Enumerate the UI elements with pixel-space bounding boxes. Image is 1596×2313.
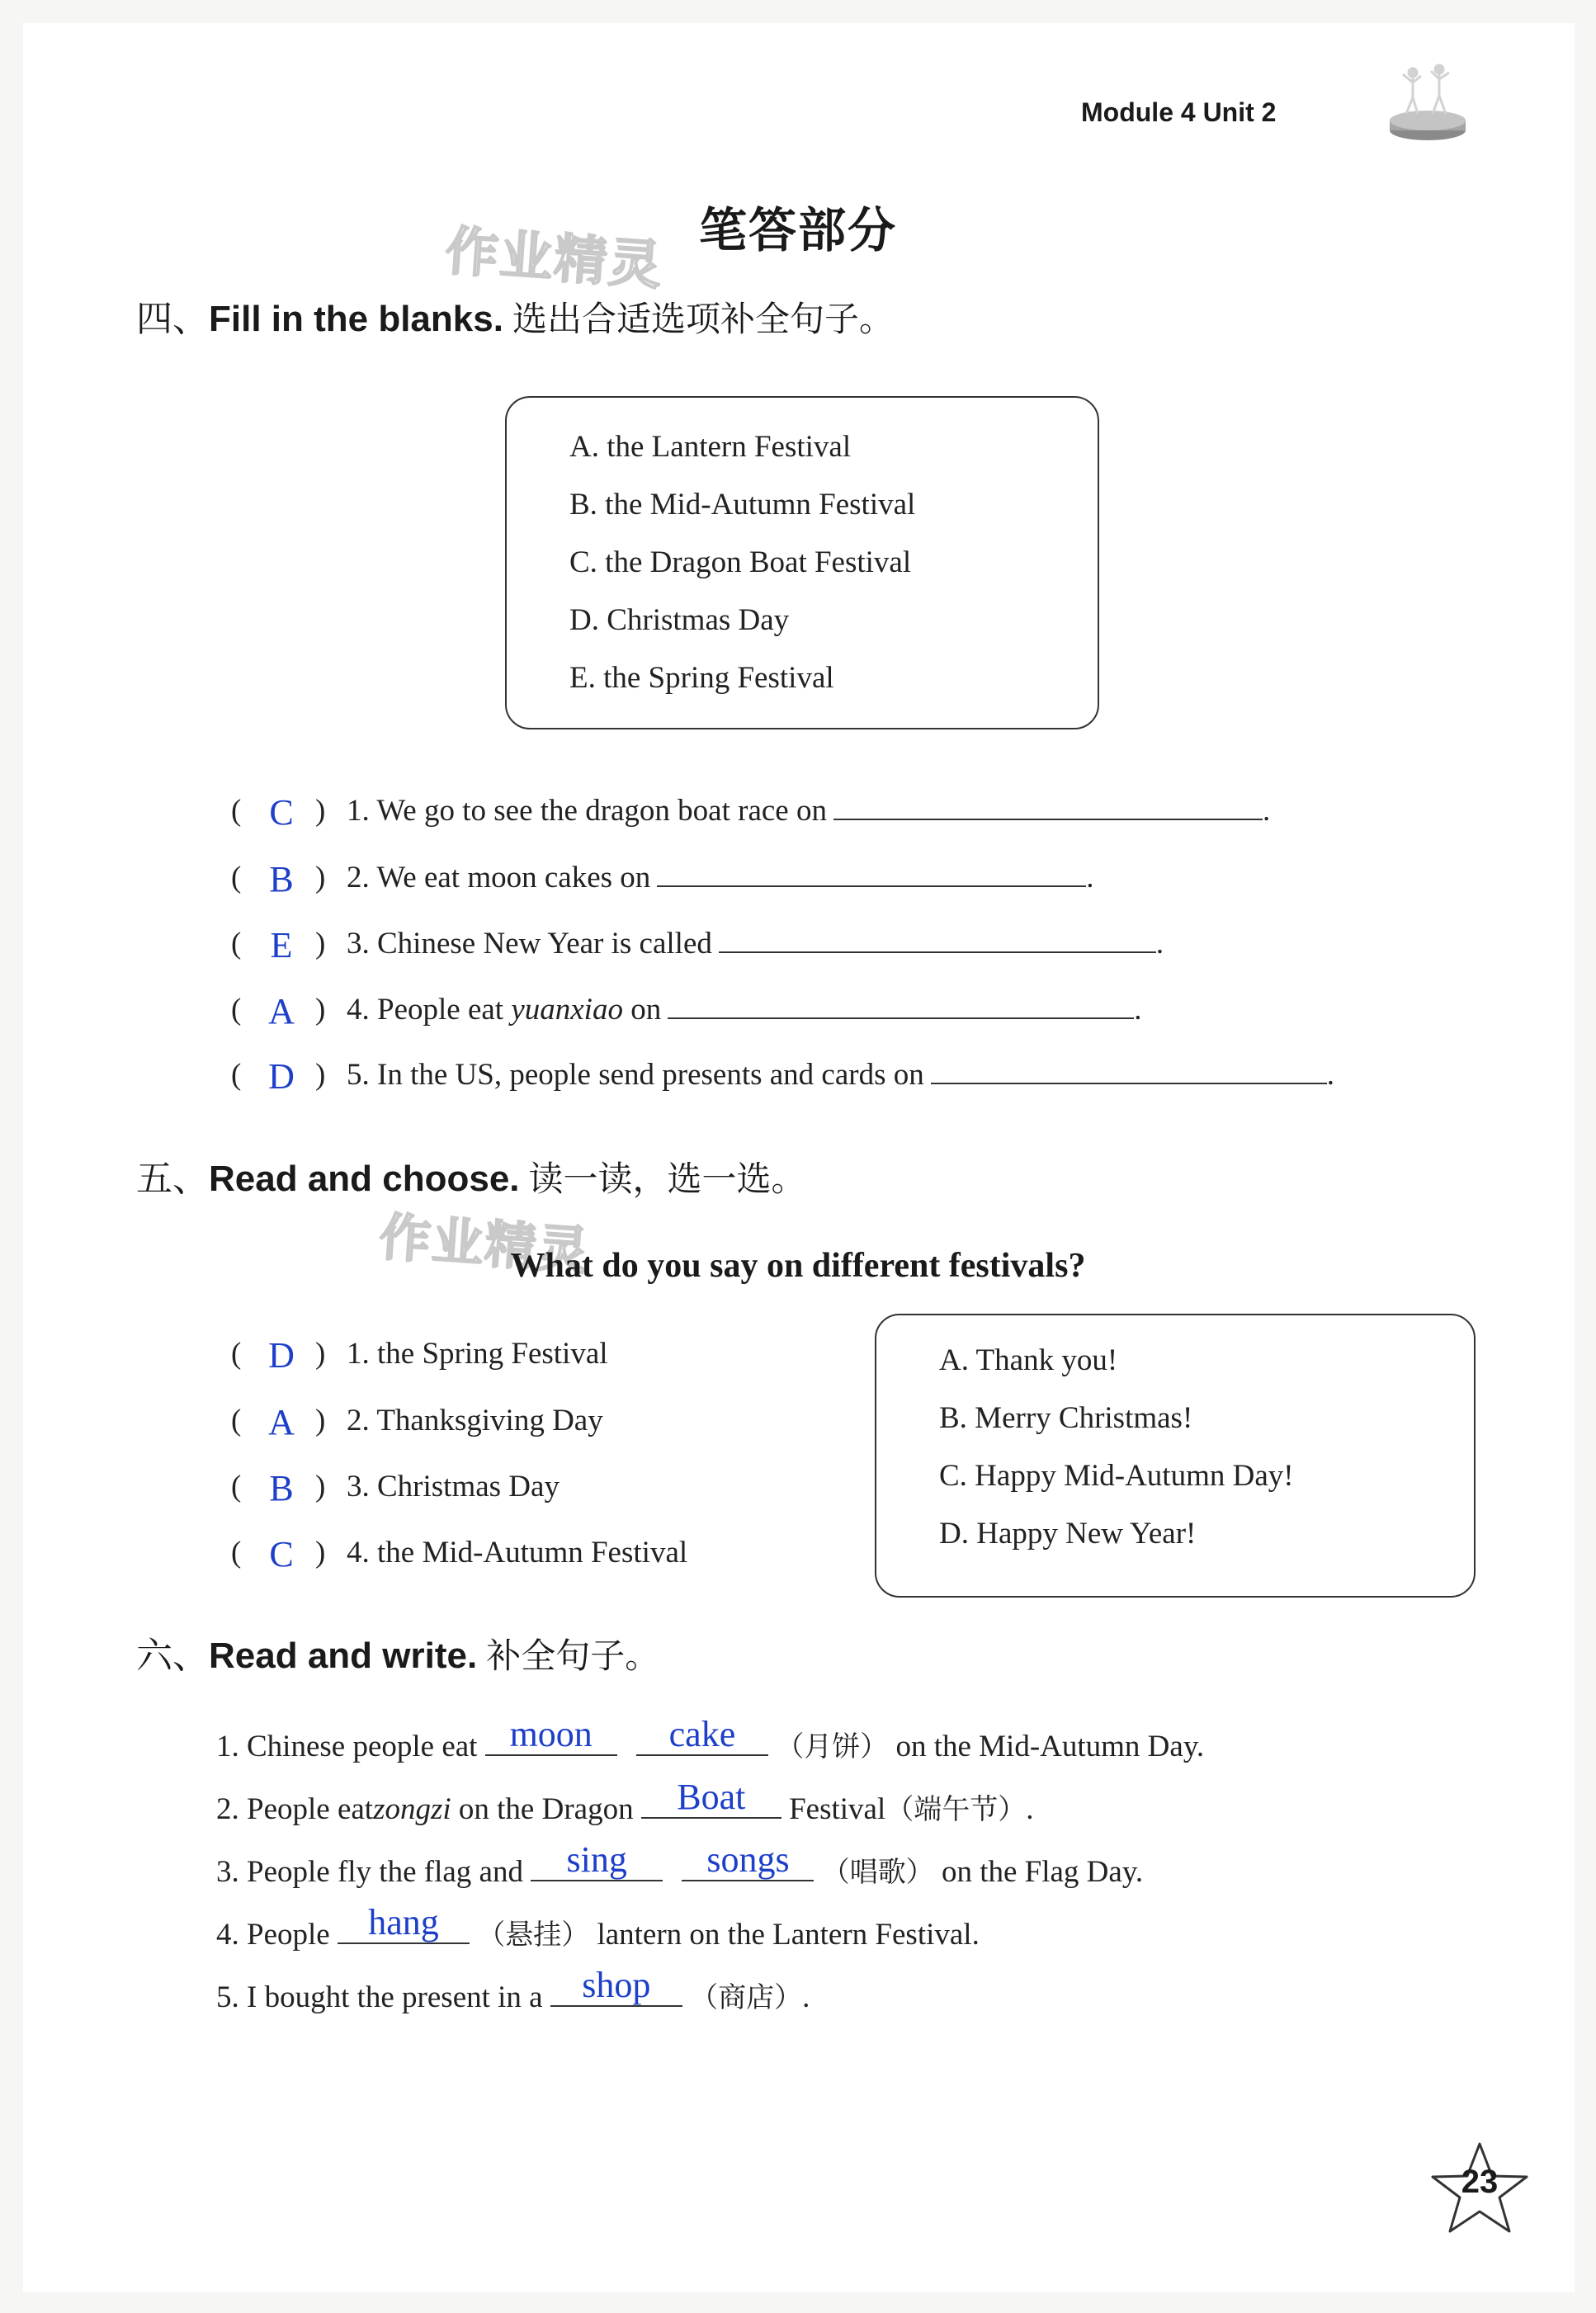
answer-blank[interactable] bbox=[531, 1839, 663, 1881]
answer-blank[interactable] bbox=[719, 922, 1156, 953]
chinese-hint: （商店） bbox=[690, 1981, 803, 2014]
fill-question: ( B ) 2. We eat moon cakes on . bbox=[231, 853, 1403, 903]
question-text: 1. We go to see the dragon boat race on bbox=[347, 794, 827, 828]
write-line bbox=[216, 1902, 980, 1964]
choose-item: ( B ) 3. Christmas Day bbox=[231, 1462, 809, 1512]
option-item: C. the Dragon Boat Festival bbox=[569, 545, 912, 579]
fill-question: ( D ) 5. In the US, people send presents and cards on . bbox=[231, 1050, 1403, 1100]
option-item: D. Happy New Year! bbox=[939, 1517, 1197, 1551]
write-line bbox=[216, 1965, 810, 2027]
handwritten-answer: shop bbox=[582, 1965, 651, 2005]
option-item: B. the Mid-Autumn Festival bbox=[569, 488, 916, 522]
handwritten-answer: Boat bbox=[677, 1777, 746, 1817]
line-text: 3. People fly the flag and bbox=[216, 1855, 523, 1889]
answer-letter: B bbox=[269, 859, 294, 899]
answer-letter: E bbox=[270, 925, 293, 965]
option-item: A. the Lantern Festival bbox=[569, 430, 852, 464]
fill-question: ( A ) 4. People eat yuanxiao on . bbox=[231, 985, 1403, 1035]
choose-item: ( C ) 4. the Mid-Autumn Festival bbox=[231, 1528, 809, 1578]
line-text: 4. People bbox=[216, 1918, 330, 1952]
question-text: 4. People eat bbox=[347, 993, 504, 1027]
fill-question: ( E ) 3. Chinese New Year is called . bbox=[231, 919, 1403, 969]
chinese-hint: （端午节） bbox=[885, 1793, 1027, 1826]
line-text-italic: zongzi bbox=[373, 1792, 451, 1826]
line-text: on the Mid-Autumn Day. bbox=[895, 1730, 1205, 1763]
item-text: 4. the Mid-Autumn Festival bbox=[347, 1536, 688, 1570]
answer-letter: B bbox=[269, 1468, 294, 1508]
answer-letter: A bbox=[268, 991, 295, 1031]
answer-blank[interactable] bbox=[550, 1965, 682, 2007]
answer-blank[interactable] bbox=[931, 1053, 1327, 1084]
option-item: E. the Spring Festival bbox=[569, 661, 834, 695]
watermark: 作业精灵 bbox=[377, 1206, 593, 1282]
choose-item: ( D ) 1. the Spring Festival bbox=[231, 1329, 809, 1379]
line-text: . bbox=[1026, 1792, 1034, 1826]
choose-item: ( A ) 2. Thanksgiving Day bbox=[231, 1396, 809, 1446]
item-text: 3. Christmas Day bbox=[347, 1470, 560, 1503]
stage-figures-icon bbox=[1378, 58, 1477, 149]
chinese-hint: （唱歌） bbox=[821, 1856, 934, 1889]
line-text: on the Flag Day. bbox=[941, 1855, 1144, 1889]
question-text: 3. Chinese New Year is called bbox=[347, 927, 712, 961]
page-number: 23 bbox=[1461, 2164, 1499, 2200]
answer-blank[interactable] bbox=[657, 856, 1086, 887]
option-item: B. Merry Christmas! bbox=[939, 1401, 1193, 1435]
line-text: Festival bbox=[789, 1792, 886, 1826]
module-unit-label: Module 4 Unit 2 bbox=[1081, 97, 1277, 127]
write-line bbox=[216, 1714, 1205, 1776]
chinese-hint: （悬挂） bbox=[477, 1919, 590, 1952]
handwritten-answer: songs bbox=[706, 1839, 790, 1880]
page-title: 笔答部分 bbox=[698, 202, 897, 258]
item-text: 2. Thanksgiving Day bbox=[347, 1404, 603, 1437]
section-5-options-box bbox=[875, 1314, 1476, 1598]
line-text: 1. Chinese people eat bbox=[216, 1730, 478, 1763]
answer-blank[interactable] bbox=[636, 1714, 768, 1756]
answer-letter: D bbox=[268, 1056, 295, 1097]
answer-blank[interactable] bbox=[641, 1777, 781, 1819]
answer-blank[interactable] bbox=[833, 789, 1263, 820]
option-item: A. Thank you! bbox=[939, 1343, 1118, 1377]
option-item: C. Happy Mid-Autumn Day! bbox=[939, 1459, 1294, 1493]
answer-letter: C bbox=[269, 792, 294, 833]
answer-letter: A bbox=[268, 1402, 295, 1442]
answer-letter: C bbox=[269, 1534, 294, 1574]
line-text: on the Dragon bbox=[458, 1792, 634, 1826]
answer-blank[interactable] bbox=[682, 1839, 814, 1881]
answer-blank[interactable] bbox=[338, 1902, 470, 1944]
question-text: 5. In the US, people send presents and cards on bbox=[347, 1058, 924, 1092]
handwritten-answer: sing bbox=[566, 1839, 627, 1880]
question-text: 2. We eat moon cakes on bbox=[347, 861, 651, 895]
handwritten-answer: moon bbox=[509, 1714, 593, 1754]
line-text: . bbox=[802, 1980, 810, 2014]
watermark: 作业精灵 bbox=[443, 220, 665, 298]
section-5-heading: 五、Read and choose. 读一读，选一选。 bbox=[136, 1158, 806, 1200]
write-line bbox=[216, 1777, 1034, 1839]
line-text: 5. I bought the present in a bbox=[216, 1980, 543, 2014]
section-6-heading: 六、Read and write. 补全句子。 bbox=[136, 1635, 660, 1677]
handwritten-answer: cake bbox=[668, 1714, 736, 1754]
fill-question: ( C ) 1. We go to see the dragon boat race on . bbox=[231, 786, 1403, 836]
line-text: lantern on the Lantern Festival. bbox=[597, 1918, 980, 1952]
line-text: 2. People eat bbox=[216, 1792, 374, 1826]
question-text: on bbox=[630, 993, 662, 1027]
answer-blank[interactable] bbox=[485, 1714, 617, 1756]
section-5-question: What do you say on different festivals? bbox=[510, 1247, 1086, 1285]
section-4-options-box bbox=[505, 396, 1099, 729]
chinese-hint: （月饼） bbox=[776, 1730, 889, 1763]
section-4-heading: 四、Fill in the blanks. 选出合适选项补全句子。 bbox=[136, 298, 894, 340]
item-text: 1. the Spring Festival bbox=[347, 1337, 608, 1371]
question-text-italic: yuanxiao bbox=[511, 993, 623, 1027]
handwritten-answer: hang bbox=[368, 1902, 439, 1942]
write-line bbox=[216, 1839, 1144, 1901]
option-item: D. Christmas Day bbox=[569, 603, 790, 637]
answer-letter: D bbox=[268, 1335, 295, 1376]
answer-blank[interactable] bbox=[668, 988, 1134, 1019]
